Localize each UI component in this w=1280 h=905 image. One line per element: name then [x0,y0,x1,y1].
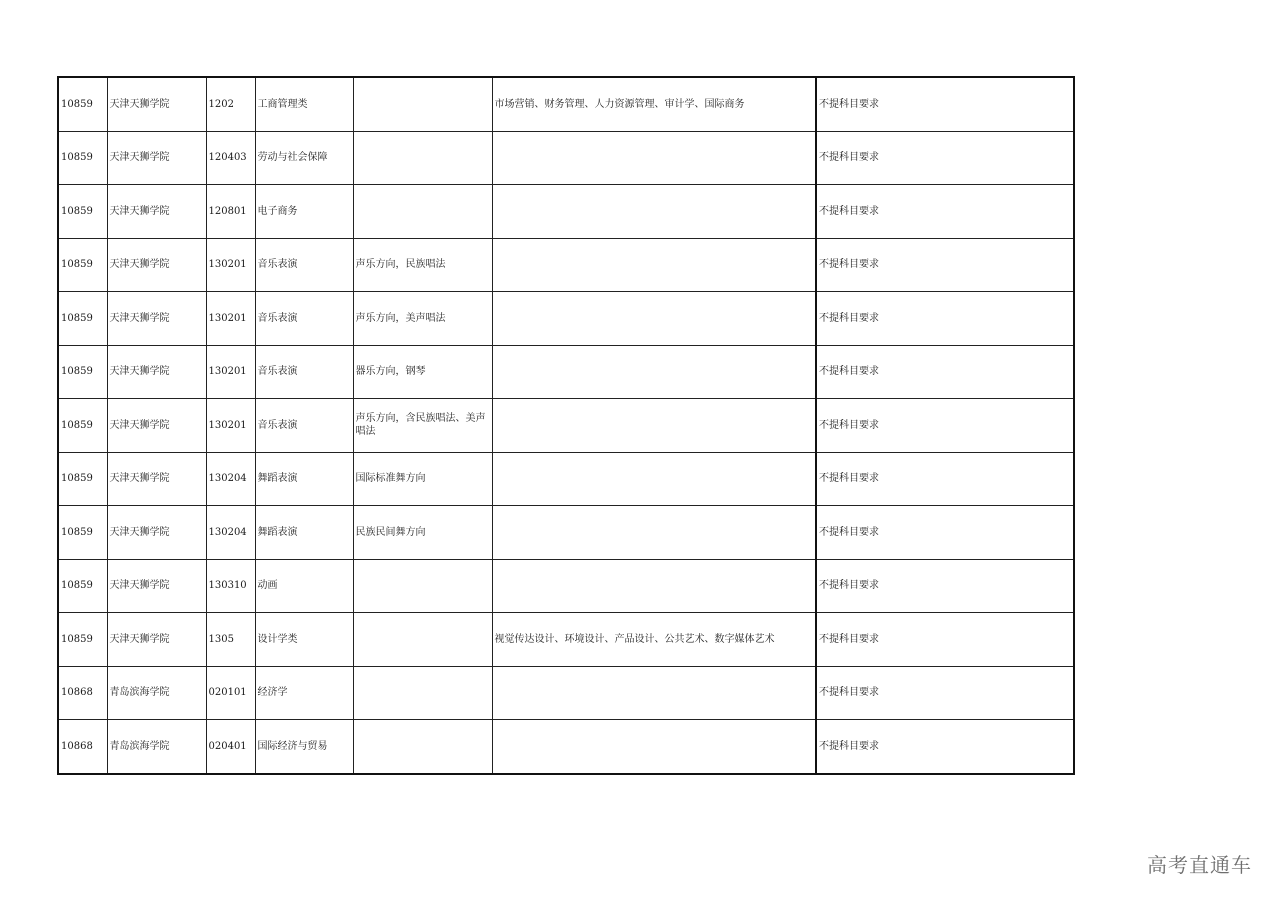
cell-included-majors [492,666,816,720]
cell-school-name: 天津天狮学院 [107,131,206,185]
cell-major-direction [353,185,492,239]
cell-school-name: 天津天狮学院 [107,506,206,560]
cell-major-code: 130201 [206,399,255,453]
cell-major-name: 音乐表演 [255,238,353,292]
cell-major-name: 舞蹈表演 [255,506,353,560]
table-row [58,666,1074,720]
cell-school-code: 10859 [58,345,107,399]
cell-major-code: 1305 [206,613,255,667]
cell-subject-requirement: 不提科目要求 [816,77,1074,131]
cell-subject-requirement: 不提科目要求 [816,399,1074,453]
cell-school-name: 天津天狮学院 [107,399,206,453]
cell-subject-requirement: 不提科目要求 [816,185,1074,239]
cell-school-code: 10859 [58,506,107,560]
cell-school-code: 10868 [58,720,107,774]
cell-included-majors [492,506,816,560]
cell-major-direction: 器乐方向，钢琴 [353,345,492,399]
cell-major-name: 电子商务 [255,185,353,239]
cell-included-majors [492,452,816,506]
cell-subject-requirement: 不提科目要求 [816,131,1074,185]
cell-school-name: 天津天狮学院 [107,559,206,613]
cell-school-code: 10868 [58,666,107,720]
table-row [58,613,1074,667]
cell-school-name: 天津天狮学院 [107,613,206,667]
cell-major-direction [353,559,492,613]
cell-school-code: 10859 [58,131,107,185]
cell-school-name: 天津天狮学院 [107,345,206,399]
cell-school-name: 天津天狮学院 [107,238,206,292]
cell-school-code: 10859 [58,77,107,131]
cell-major-direction [353,720,492,774]
cell-school-name: 天津天狮学院 [107,452,206,506]
cell-major-direction: 民族民间舞方向 [353,506,492,560]
cell-major-code: 120403 [206,131,255,185]
cell-major-name: 工商管理类 [255,77,353,131]
table-row [58,185,1074,239]
cell-subject-requirement: 不提科目要求 [816,666,1074,720]
cell-school-code: 10859 [58,185,107,239]
cell-major-name: 国际经济与贸易 [255,720,353,774]
cell-included-majors [492,131,816,185]
cell-school-name: 天津天狮学院 [107,185,206,239]
cell-included-majors [492,238,816,292]
table-row [58,559,1074,613]
cell-major-name: 音乐表演 [255,345,353,399]
cell-major-name: 音乐表演 [255,399,353,453]
table-row [58,720,1074,774]
table-body [58,77,1074,774]
cell-major-direction: 声乐方向，美声唱法 [353,292,492,346]
cell-school-name: 青岛滨海学院 [107,666,206,720]
cell-school-code: 10859 [58,238,107,292]
cell-school-code: 10859 [58,292,107,346]
cell-major-direction [353,613,492,667]
cell-included-majors: 市场营销、财务管理、人力资源管理、审计学、国际商务 [492,77,816,131]
table-row [58,77,1074,131]
cell-major-code: 130204 [206,506,255,560]
cell-included-majors [492,345,816,399]
table-row [58,452,1074,506]
cell-major-code: 130201 [206,345,255,399]
cell-major-name: 设计学类 [255,613,353,667]
cell-subject-requirement: 不提科目要求 [816,559,1074,613]
cell-major-code: 120801 [206,185,255,239]
table-row [58,399,1074,453]
cell-major-direction: 声乐方向，民族唱法 [353,238,492,292]
watermark: 高考直通车 [1147,853,1252,877]
cell-major-direction [353,77,492,131]
cell-major-direction [353,666,492,720]
cell-school-code: 10859 [58,452,107,506]
cell-included-majors [492,399,816,453]
cell-major-name: 劳动与社会保障 [255,131,353,185]
table-row [58,345,1074,399]
cell-included-majors [492,292,816,346]
cell-major-name: 音乐表演 [255,292,353,346]
cell-major-direction: 声乐方向，含民族唱法、美声唱法 [353,399,492,453]
cell-included-majors [492,559,816,613]
cell-subject-requirement: 不提科目要求 [816,345,1074,399]
table-row [58,238,1074,292]
cell-subject-requirement: 不提科目要求 [816,292,1074,346]
cell-subject-requirement: 不提科目要求 [816,613,1074,667]
cell-subject-requirement: 不提科目要求 [816,452,1074,506]
cell-major-direction: 国际标准舞方向 [353,452,492,506]
cell-subject-requirement: 不提科目要求 [816,720,1074,774]
admission-requirements-table [57,76,1075,775]
cell-school-name: 天津天狮学院 [107,292,206,346]
cell-school-name: 青岛滨海学院 [107,720,206,774]
table-row [58,292,1074,346]
cell-major-code: 130201 [206,238,255,292]
table-row [58,131,1074,185]
cell-subject-requirement: 不提科目要求 [816,506,1074,560]
cell-included-majors [492,185,816,239]
cell-included-majors: 视觉传达设计、环境设计、产品设计、公共艺术、数字媒体艺术 [492,613,816,667]
cell-major-name: 经济学 [255,666,353,720]
cell-major-code: 130204 [206,452,255,506]
cell-major-name: 舞蹈表演 [255,452,353,506]
cell-school-name: 天津天狮学院 [107,77,206,131]
cell-major-code: 130310 [206,559,255,613]
cell-school-code: 10859 [58,559,107,613]
cell-major-direction [353,131,492,185]
cell-major-code: 1202 [206,77,255,131]
cell-major-code: 130201 [206,292,255,346]
cell-included-majors [492,720,816,774]
cell-school-code: 10859 [58,399,107,453]
cell-major-name: 动画 [255,559,353,613]
cell-subject-requirement: 不提科目要求 [816,238,1074,292]
table-row [58,506,1074,560]
cell-major-code: 020401 [206,720,255,774]
cell-major-code: 020101 [206,666,255,720]
cell-school-code: 10859 [58,613,107,667]
